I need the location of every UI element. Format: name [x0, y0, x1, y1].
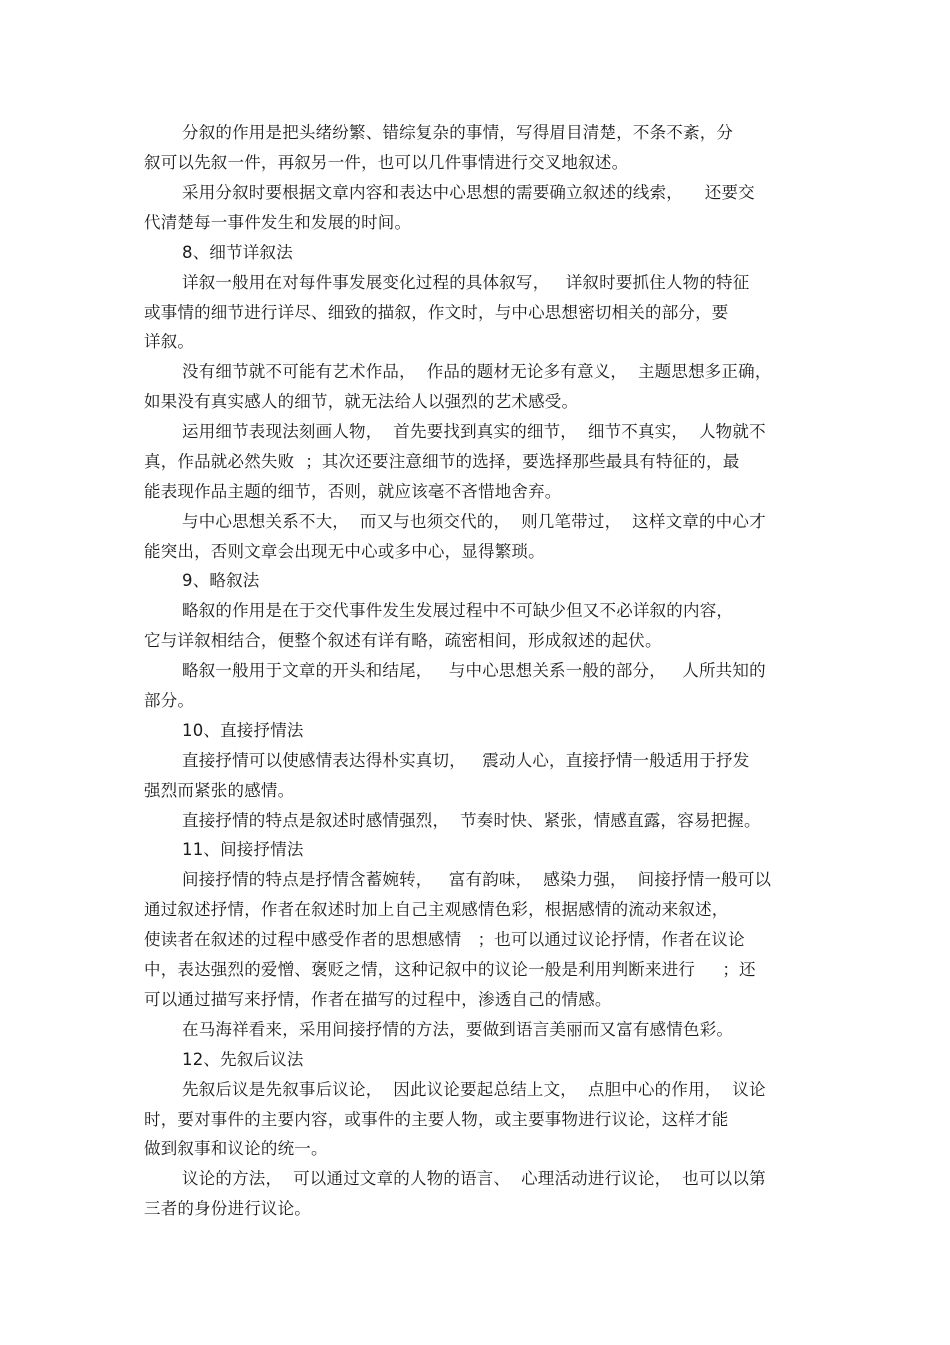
section-heading: 10、直接抒情法	[182, 721, 304, 740]
text-line: 时，要对事件的主要内容，或事件的主要人物，或主要事物进行议论，这样才能	[144, 1110, 729, 1129]
text-line: 议论的方法， 可以通过文章的人物的语言、 心理活动进行议论， 也可以以第	[182, 1169, 766, 1188]
text-line: 可以通过描写来抒情，作者在描写的过程中，渗透自己的情感。	[144, 990, 612, 1009]
text-line: 略叙的作用是在于交代事件发生发展过程中不可缺少但又不必详叙的内容，	[182, 601, 734, 620]
text-line: 采用分叙时要根据文章内容和表达中心思想的需要确立叙述的线索， 还要交	[182, 183, 755, 202]
text-line: 能表现作品主题的细节，否则，就应该毫不吝惜地舍弃。	[144, 482, 562, 501]
text-line: 没有细节就不可能有艺术作品， 作品的题材无论多有意义， 主题思想多正确，	[182, 362, 772, 381]
text-line: 它与详叙相结合，便整个叙述有详有略，疏密相间，形成叙述的起伏。	[144, 631, 662, 650]
text-line: 三者的身份进行议论。	[144, 1199, 311, 1218]
text-line: 使读者在叙述的过程中感受作者的思想感情 ；也可以通过议论抒情，作者在议论	[144, 930, 745, 949]
text-line: 分叙的作用是把头绪纷繁、错综复杂的事情，写得眉目清楚，不条不紊，分	[182, 123, 734, 142]
text-line: 通过叙述抒情，作者在叙述时加上自己主观感情色彩，根据感情的流动来叙述，	[144, 900, 729, 919]
text-line: 先叙后议是先叙事后议论， 因此议论要起总结上文， 点胆中心的作用， 议论	[182, 1080, 766, 1099]
section-heading: 11、间接抒情法	[182, 840, 304, 859]
text-line: 在马海祥看来，采用间接抒情的方法，要做到语言美丽而又富有感情色彩。	[182, 1020, 734, 1039]
text-line: 间接抒情的特点是抒情含蓄婉转， 富有韵味， 感染力强， 间接抒情一般可以	[182, 870, 772, 889]
text-line: 中，表达强烈的爱憎、褒贬之情，这种记叙中的议论一般是利用判断来进行 ；还	[144, 960, 756, 979]
text-line: 强烈而紧张的感情。	[144, 781, 295, 800]
text-line: 与中心思想关系不大， 而又与也须交代的， 则几笔带过， 这样文章的中心才	[182, 512, 766, 531]
text-line: 详叙。	[144, 332, 195, 351]
text-line: 详叙一般用在对每件事发展变化过程的具体叙写， 详叙时要抓住人物的特征	[182, 273, 750, 292]
text-line: 运用细节表现法刻画人物， 首先要找到真实的细节， 细节不真实， 人物就不	[182, 422, 766, 441]
text-line: 或事情的细节进行详尽、细致的描叙，作文时，与中心思想密切相关的部分，要	[144, 303, 729, 322]
text-line: 直接抒情的特点是叙述时感情强烈， 节奏时快、紧张，情感直露，容易把握。	[182, 811, 761, 830]
section-heading: 9、略叙法	[182, 571, 260, 590]
text-line: 叙可以先叙一件，再叙另一件，也可以几件事情进行交叉地叙述。	[144, 153, 629, 172]
text-line: 真，作品就必然失败 ；其次还要注意细节的选择，要选择那些最具有特征的，最	[144, 452, 740, 471]
text-line: 如果没有真实感人的细节，就无法给人以强烈的艺术感受。	[144, 392, 579, 411]
section-heading: 12、先叙后议法	[182, 1050, 304, 1069]
text-line: 略叙一般用于文章的开头和结尾， 与中心思想关系一般的部分， 人所共知的	[182, 661, 766, 680]
text-line: 能突出，否则文章会出现无中心或多中心，显得繁琐。	[144, 542, 545, 561]
text-line: 直接抒情可以使感情表达得朴实真切， 震动人心，直接抒情一般适用于抒发	[182, 751, 750, 770]
text-line: 部分。	[144, 691, 195, 710]
text-line: 代清楚每一事件发生和发展的时间。	[144, 213, 412, 232]
text-line: 做到叙事和议论的统一。	[144, 1139, 328, 1158]
section-heading: 8、细节详叙法	[182, 243, 293, 262]
